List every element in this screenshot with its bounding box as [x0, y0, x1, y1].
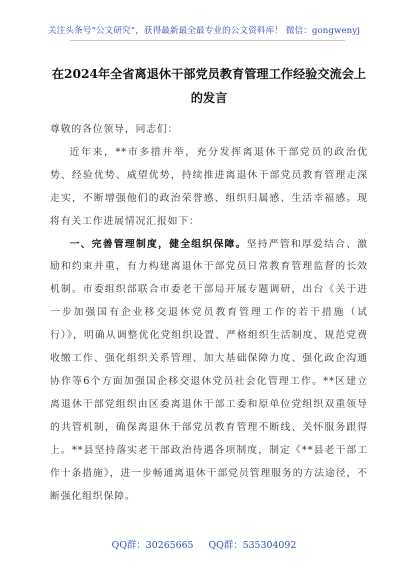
header-promo-note: 关注头条号“公文研究”，获得最新最全最专业的公文资料库！ 微信：gongwenyj [47, 26, 361, 36]
header-divider [70, 40, 345, 41]
paragraph-intro [50, 142, 368, 234]
paragraph-section-1 [50, 234, 368, 509]
qq-group-1: QQ群：30265665 [111, 540, 194, 551]
section-1-text: 坚持严管和厚爱结合、激励和约束并重，有力构建离退休干部党员日常教育管理监督的长效机制。市委组织部联合市委老干部局开展专题调研，出台《关于进一步加强国有企业移交退休党员教育管理工作的若干措施（试行）》，明确从调整优化党组织设置、严格组织生活制度、规范党费收缴工作、强化组织关系管理、加大基础保障力度、强化政企沟通协作等6个方面加强国企移交退休党员社会化管理工作。**区建立离退休干部党组织由区委离退休干部工委和原单位党组织双重领导的共管机制，确保离退休干部党员教育管理不断线、关怀服务跟得上。**县坚持落实老干部政治待遇各项制度，制定《**县老干部工作十条措施》，进一步畅通离退休干部党员管理服务的方法途径，不断强化组织保障。 [50, 238, 368, 502]
paragraph-intro-text: 近年来，**市多措并举，充分发挥离退休干部党员的政治优势、经验优势、威望优势，持续推进离退休干部党员教育管理走深走实，不断增强他们的政治荣誉感、组织归属感、生活幸福感。现将有关工作进展情况汇报如下： [50, 146, 368, 227]
footer-qq-groups [0, 537, 408, 551]
document-title: 在2024年全省离退休干部党员教育管理工作经验交流会上的发言 [51, 67, 367, 105]
salutation: 尊敬的各位领导，同志们： [50, 124, 179, 135]
document-body [50, 119, 368, 508]
section-1-heading: 一、完善管理制度，健全组织保障。 [69, 238, 247, 250]
qq-group-2: QQ群：535304092 [208, 540, 297, 551]
